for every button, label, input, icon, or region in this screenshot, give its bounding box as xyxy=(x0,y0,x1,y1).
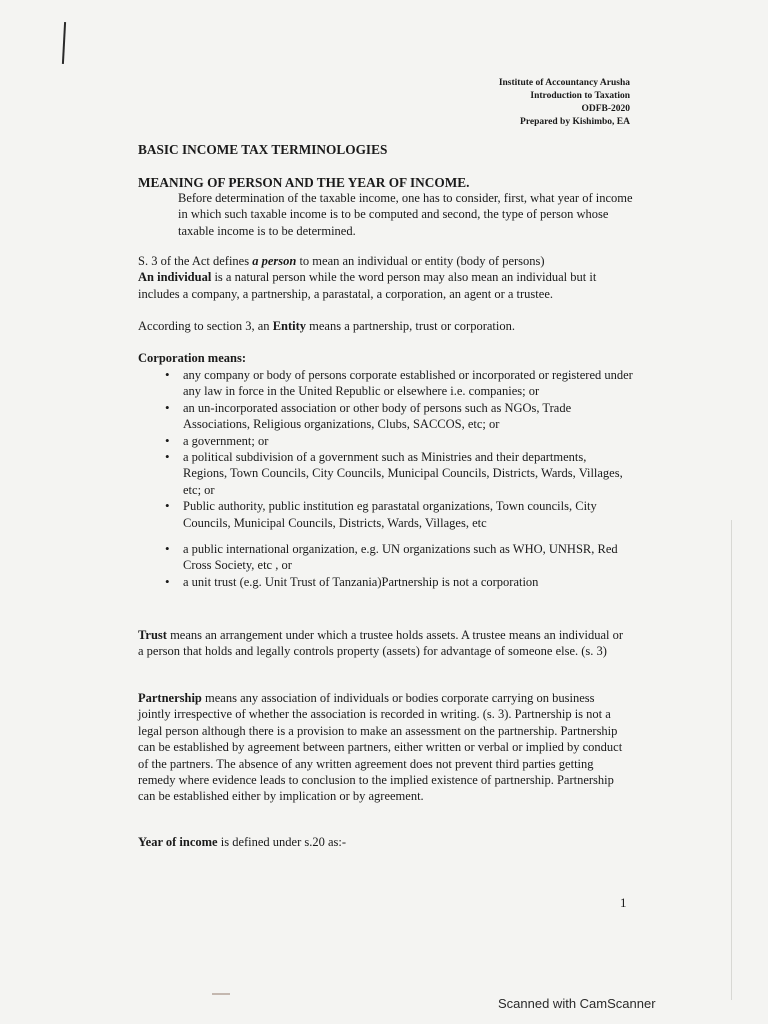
entity-post: means a partnership, trust or corporation. xyxy=(306,319,515,333)
section-heading-meaning: MEANING OF PERSON AND THE YEAR OF INCOME. xyxy=(138,175,470,190)
year-of-income-term: Year of income xyxy=(138,835,218,849)
year-of-income-definition xyxy=(138,834,628,850)
corporation-list xyxy=(163,367,633,590)
camscanner-watermark: Scanned with CamScanner xyxy=(498,996,656,1011)
header-course: Introduction to Taxation xyxy=(530,91,630,101)
list-item: • a public international organization, e.g. UN organizations such as WHO, UNHSR, Red Cross Society, etc , or xyxy=(163,541,633,574)
meaning-paragraph: Before determination of the taxable income, one has to consider, first, what year of income in which such taxable income is to be computed and second, the type of person whose taxable income is to be determined. xyxy=(178,191,633,238)
page-edge-shadow xyxy=(731,520,732,1000)
person-post: to mean an individual or entity (body of persons) xyxy=(296,254,545,268)
header-code: ODFB-2020 xyxy=(581,104,630,114)
entity-pre: According to section 3, an xyxy=(138,319,273,333)
partnership-definition xyxy=(138,690,628,805)
page-number: 1 xyxy=(620,895,627,910)
entity-term: Entity xyxy=(272,319,307,333)
corporation-heading: Corporation means: xyxy=(138,351,246,365)
trust-term: Trust xyxy=(138,628,167,642)
list-item: • a government; or xyxy=(163,433,633,449)
list-item: • an un-incorporated association or other body of persons such as NGOs, Trade Associations, Religious organizations, Clubs, SACCOS, etc; or xyxy=(163,400,633,433)
corporation-section xyxy=(138,350,628,366)
header-institution: Institute of Accountancy Arusha xyxy=(498,78,630,88)
individual-definition: is a natural person while the word person may also mean an individual but it includes a company, a partnership, a parastatal, a corporation, an agent or a trustee. xyxy=(138,270,597,301)
partnership-body: means any association of individuals or bodies corporate carrying on business jointly irrespective of whether the association is recorded in writing. (s. 3). Partnership is not a legal person although there is a provision to make an assessment on the partnership. Partnership can be established by agreement between partners, either written or verbal or implied by conduct of the partners. The absence of any written agreement does not prevent third parties getting remedy where evidence leads to conclusion to the implied existence of partnership. Partnership can be established either by implication or by agreement. xyxy=(138,691,623,804)
individual-term: An individual xyxy=(138,270,212,285)
pen-mark xyxy=(62,22,66,64)
trust-definition xyxy=(138,627,628,660)
corporation-list-wrap xyxy=(163,367,633,590)
person-pre: S. 3 of the Act defines xyxy=(138,254,253,268)
scan-smudge xyxy=(212,993,230,995)
list-item: • a political subdivision of a government such as Ministries and their departments, Regions, Town Councils, City Councils, Municipal Councils, Districts, Wards, Villages, etc; or xyxy=(163,449,633,498)
page-title: BASIC INCOME TAX TERMINOLOGIES xyxy=(138,142,388,157)
header-author: Prepared by Kishimbo, EA xyxy=(520,117,630,127)
list-item: • any company or body of persons corporate established or incorporated or registered under any law in force in the United Republic or elsewhere i.e. companies; or xyxy=(163,367,633,400)
partnership-term: Partnership xyxy=(138,691,202,705)
list-item: • Public authority, public institution eg parastatal organizations, Town councils, City Councils, Municipal Councils, Districts, Wards, Villages, etc xyxy=(163,498,633,531)
entity-definition xyxy=(138,318,628,334)
year-of-income-body: is defined under s.20 as:- xyxy=(217,835,347,849)
person-definition xyxy=(138,253,628,302)
document-header xyxy=(499,77,630,129)
trust-body: means an arrangement under which a trustee holds assets. A trustee means an individual or a person that holds and legally controls property (assets) for advantage of someone else. (s. 3) xyxy=(138,628,624,659)
list-item: • a unit trust (e.g. Unit Trust of Tanzania)Partnership is not a corporation xyxy=(163,574,633,590)
person-term: a person xyxy=(252,254,297,268)
